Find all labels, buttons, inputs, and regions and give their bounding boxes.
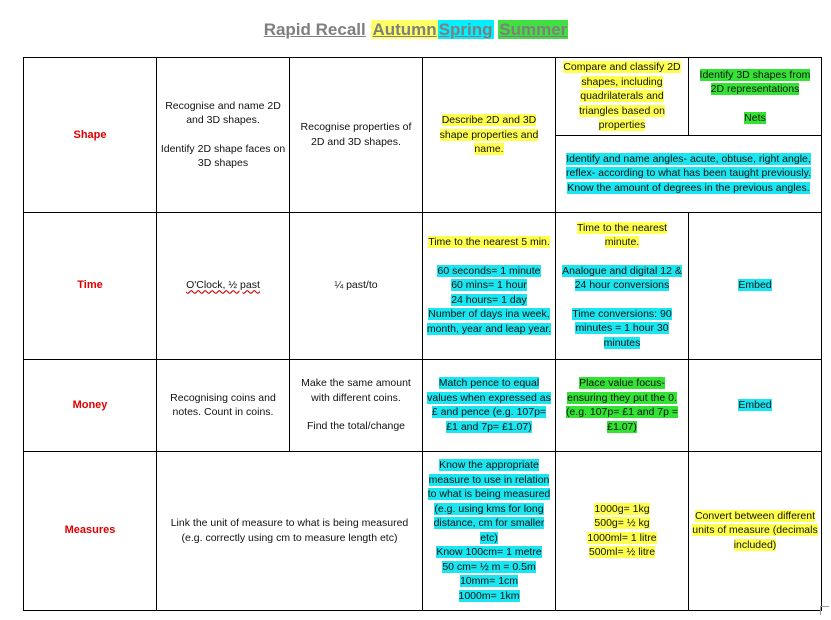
time-col4-c: Time conversions: 90 minutes = 1 hour 30 minutes	[572, 307, 672, 349]
measures-col3-c: 50 cm= ½ m = 0.5m	[442, 560, 536, 573]
row-heading-time: Time	[24, 212, 157, 359]
measures-col3-a: Know the appropriate measure to use in relation to what is being measured (e.g. using kms for long distance, cm for smaller etc)	[427, 459, 551, 544]
row-heading-shape: Shape	[24, 58, 157, 213]
shape-col4	[556, 58, 689, 136]
measures-col12: Link the unit of measure to what is being measured (e.g. correctly using cm to measure length etc)	[157, 451, 423, 610]
shape-col5	[689, 58, 822, 136]
time-col3	[423, 212, 556, 359]
table-row-shape	[24, 58, 822, 136]
title-prefix: Rapid Recall	[263, 20, 366, 39]
shape-col5-b: Nets	[744, 111, 766, 124]
money-col1: Recognising coins and notes. Count in coins.	[157, 359, 290, 451]
time-col3-a: Time to the nearest 5 min.	[428, 236, 550, 248]
money-col4-text: Place value focus- ensuring they put the 0. (e.g. 107p= £1 and 7p = £1.07)	[565, 377, 679, 433]
money-col4	[556, 359, 689, 451]
shape-col4-text: Compare and classify 2D shapes, including quadrilaterals and triangles based on properties	[563, 61, 681, 131]
title-summer: Summer	[499, 20, 568, 39]
money-col3	[423, 359, 556, 451]
time-col4-b: Analogue and digital 12 & 24 hour conversions	[562, 264, 682, 292]
time-col4-a: Time to the nearest minute.	[576, 221, 668, 249]
measures-col3-b: Know 100cm= 1 metre	[436, 546, 542, 558]
page-corner-mark	[820, 606, 829, 615]
shape-col45-a: Identify and name angles- acute, obtuse, right angle, reflex- according to what has been taught previously.	[566, 152, 811, 180]
shape-col1-a: Recognise and name 2D and 3D shapes.	[165, 99, 281, 127]
measures-col3-e: 1000m= 1km	[458, 589, 520, 602]
shape-col3-text: Describe 2D and 3D shape properties and name.	[439, 114, 539, 155]
time-col3-b: 60 seconds= 1 minute	[437, 264, 541, 277]
title-autumn: Autumn	[372, 20, 437, 39]
money-col5	[689, 359, 822, 451]
table-row-measures	[24, 451, 822, 610]
shape-col45	[556, 135, 822, 212]
shape-col5-a: Identify 3D shapes from 2D representations	[699, 68, 811, 95]
table-row-money	[24, 359, 822, 451]
measures-col3	[423, 451, 556, 610]
table-row-time	[24, 212, 822, 359]
measures-col3-d: 10mm= 1cm	[459, 575, 519, 587]
time-col3-d: 24 hours= 1 day	[451, 293, 527, 306]
money-col2-b: Find the total/change	[306, 420, 406, 433]
time-col5	[689, 212, 822, 359]
shape-col1-b: Identify 2D shape faces on 3D shapes	[160, 142, 286, 170]
money-col2-a: Make the same amount with different coins.	[301, 377, 411, 404]
money-col2	[290, 359, 423, 451]
shape-col3	[423, 58, 556, 213]
page-title	[0, 20, 831, 40]
time-col1-text: O'Clock, ½ past	[186, 279, 260, 292]
time-col1	[157, 212, 290, 359]
measures-col4-a: 1000g= 1kg	[594, 502, 650, 515]
shape-col45-b: Know the amount of degrees in the previous angles.	[567, 181, 810, 194]
money-col5-text: Embed	[738, 398, 772, 411]
measures-col5-text: Convert between different units of measure (decimals included)	[692, 509, 818, 551]
title-spring: Spring	[438, 20, 493, 39]
measures-col5	[689, 451, 822, 610]
time-col4	[556, 212, 689, 359]
time-col2: ¼ past/to	[290, 212, 423, 359]
measures-col4-b: 500g= ½ kg	[594, 517, 650, 529]
row-heading-measures: Measures	[24, 451, 157, 610]
measures-col4	[556, 451, 689, 610]
shape-col1	[157, 58, 290, 213]
money-col3-text: Match pence to equal values when expressed as £ and pence (e.g. 107p= £1 and 7p= £1.07)	[427, 377, 551, 433]
shape-col2: Recognise properties of 2D and 3D shapes.	[290, 58, 423, 213]
row-heading-money: Money	[24, 359, 157, 451]
time-col5-text: Embed	[738, 279, 772, 292]
time-col3-c: 60 mins= 1 hour	[451, 279, 527, 291]
rapid-recall-table	[23, 57, 822, 611]
measures-col4-d: 500ml= ½ litre	[588, 546, 656, 558]
time-col3-e: Number of days ina week, month, year and leap year.	[426, 308, 552, 335]
measures-col4-c: 1000ml= 1 litre	[587, 531, 657, 544]
